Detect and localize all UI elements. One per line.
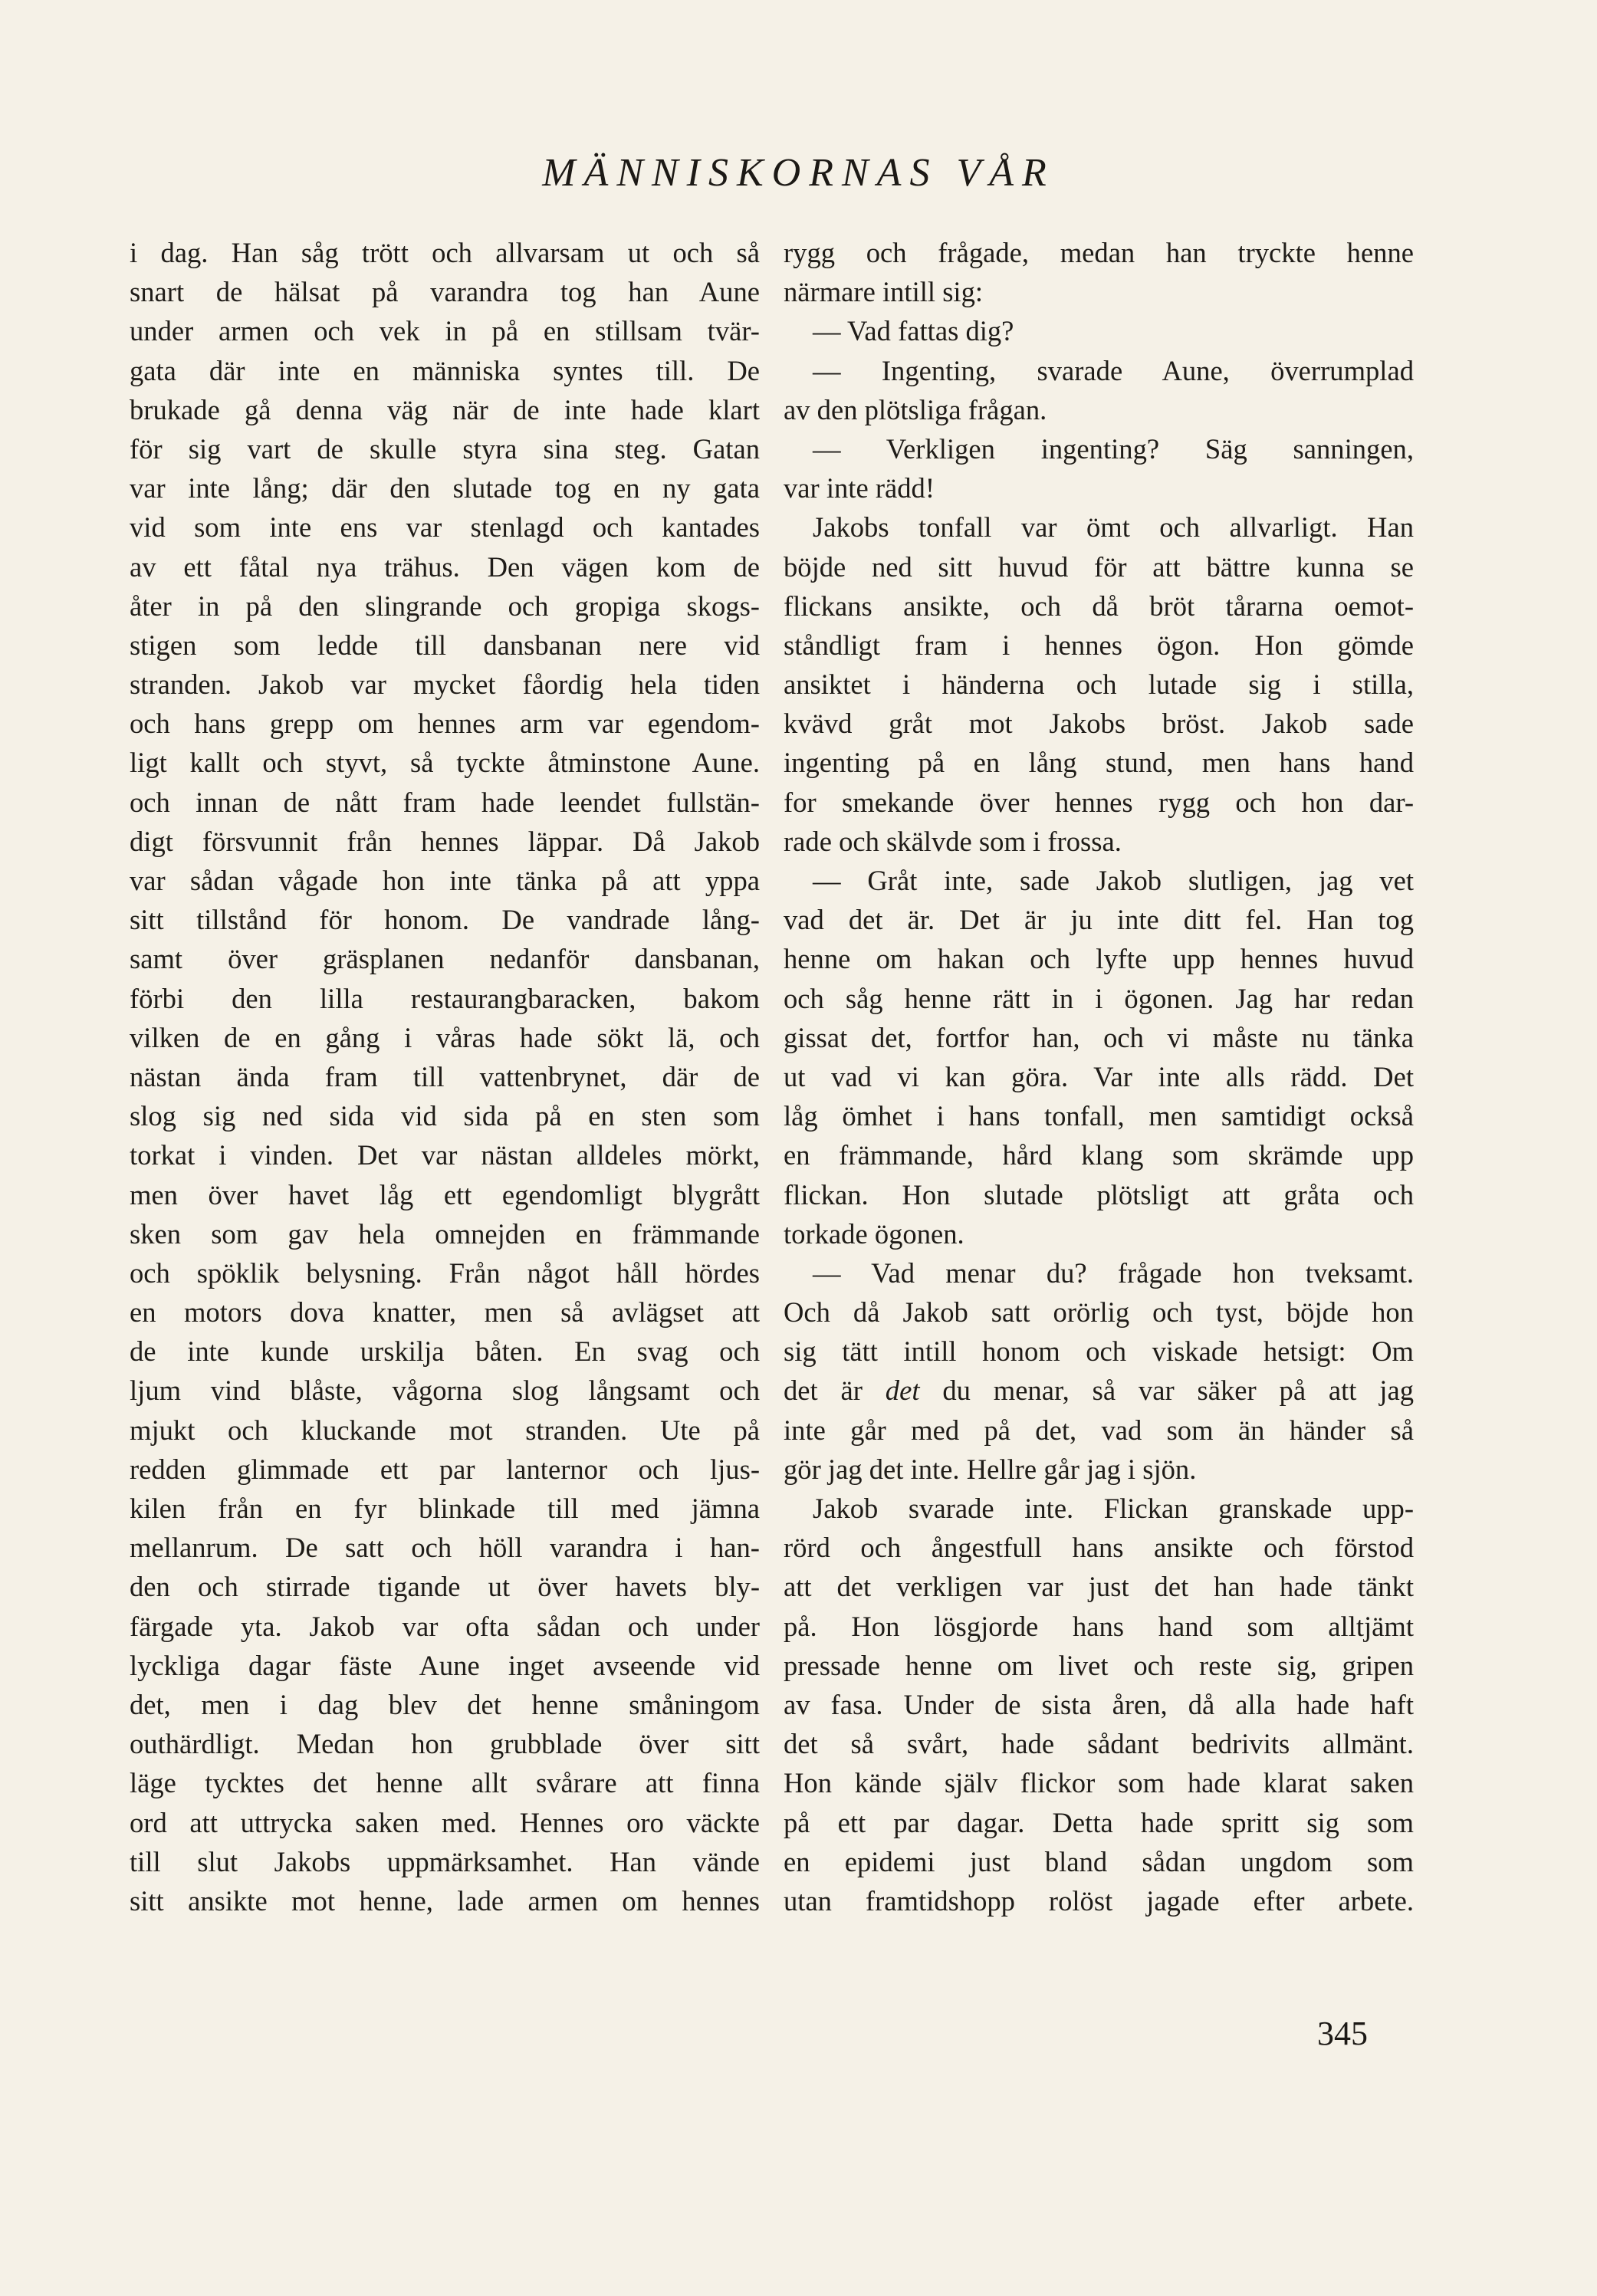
text-line: rörd och ångestfull hans ansikte och förstod	[784, 1532, 1414, 1564]
text-line: åter in på den slingrande och gropiga skogs-	[130, 590, 760, 622]
text-line: en främmande, hård klang som skrämde upp	[784, 1139, 1414, 1171]
text-line: vilken de en gång i våras hade sökt lä, och	[130, 1021, 760, 1053]
text-line: sig tätt intill honom och viskade hetsigt: Om	[784, 1335, 1414, 1368]
running-title: MÄNNISKORNAS VÅR	[542, 151, 1055, 195]
paragraph-start-line: Jakobs tonfall var ömt och allvarligt. Han	[813, 511, 1414, 544]
text-line: samt över gräsplanen nedanför dansbanan,	[130, 943, 760, 975]
dialogue-line: — Vad menar du? frågade hon tveksamt.	[813, 1256, 1414, 1289]
text-line: pressade henne om livet och reste sig, gripen	[784, 1649, 1414, 1681]
text-line: torkade ögonen.	[784, 1217, 964, 1250]
text-line: nästan ända fram till vattenbrynet, där de	[130, 1060, 760, 1092]
text-line: mellanrum. De satt och höll varandra i han-	[130, 1532, 760, 1564]
text-line: rygg och frågade, medan han tryckte henne	[784, 237, 1414, 268]
text-line: de inte kunde urskilja båten. En svag och	[130, 1335, 760, 1368]
emphasized-word: det	[885, 1375, 920, 1407]
text-line: av fasa. Under de sista åren, då alla hade haft	[784, 1688, 1414, 1720]
text-line: digt försvunnit från hennes läppar. Då Jakob	[130, 825, 760, 857]
text-line: slog sig ned sida vid sida på en sten som	[130, 1100, 760, 1132]
text-line: stigen som ledde till dansbanan nere vid	[130, 629, 760, 661]
text-line: läge tycktes det henne allt svårare att finna	[130, 1767, 760, 1799]
text-line: att det verkligen var just det han hade tänkt	[784, 1571, 1414, 1603]
text-line: lyckliga dagar fäste Aune inget avseende vid	[130, 1649, 760, 1681]
text-line: för sig vart de skulle styra sina steg. Gatan	[130, 432, 760, 465]
text-line: och såg henne rätt in i ögonen. Jag har redan	[784, 982, 1414, 1014]
dialogue-line: — Gråt inte, sade Jakob slutligen, jag vet	[813, 865, 1414, 896]
text-line: redden glimmade ett par lanternor och ljus-	[130, 1453, 760, 1485]
text-line: gissat det, fortfor han, och vi måste nu tänka	[784, 1021, 1414, 1053]
text-line: utan framtidshopp rolöst jagade efter arbete.	[784, 1884, 1414, 1917]
text-line: inte går med på det, vad som än händer så	[784, 1414, 1414, 1446]
text-line: var inte lång; där den slutade tog en ny gata	[130, 472, 760, 504]
text-line: torkat i vinden. Det var nästan alldeles mörkt,	[130, 1139, 760, 1171]
text-line: till slut Jakobs uppmärksamhet. Han vände	[130, 1845, 760, 1877]
text-line: ligt kallt och styvt, så tyckte åtminstone Aune.	[130, 747, 760, 779]
text-line: förbi den lilla restaurangbaracken, bakom	[130, 982, 760, 1014]
text-line: flickan. Hon slutade plötsligt att gråta och	[784, 1178, 1414, 1210]
dialogue-line: — Vad fattas dig?	[813, 315, 1014, 347]
text-line: under armen och vek in på en stillsam tvär-	[130, 315, 760, 347]
text-line: Hon kände själv flickor som hade klarat saken	[784, 1767, 1414, 1799]
text-line: böjde ned sitt huvud för att bättre kunna se	[784, 550, 1414, 583]
right-text-column	[784, 233, 1414, 1920]
left-text-column	[130, 233, 760, 1920]
text-line: gata där inte en människa syntes till. De	[130, 354, 760, 386]
dialogue-line: — Verkligen ingenting? Säg sanningen,	[813, 432, 1414, 465]
text-line: gör jag det inte. Hellre går jag i sjön.	[784, 1453, 1197, 1485]
text-line-with-emphasis	[784, 1371, 1414, 1410]
page-number: 345	[1317, 2015, 1368, 2052]
text-line: på. Hon lösgjorde hans hand som alltjämt	[784, 1610, 1414, 1642]
text-line: av ett fåtal nya trähus. Den vägen kom de	[130, 550, 760, 583]
text-line: stranden. Jakob var mycket fåordig hela tiden	[130, 668, 760, 701]
text-line: ljum vind blåste, vågorna slog långsamt och	[130, 1375, 760, 1407]
text-line: i dag. Han såg trött och allvarsam ut och så	[130, 237, 760, 268]
text-line: av den plötsliga frågan.	[784, 393, 1047, 425]
text-line: sitt ansikte mot henne, lade armen om hennes	[130, 1884, 760, 1917]
text-line: ut vad vi kan göra. Var inte alls rädd. Det	[784, 1060, 1414, 1092]
text-line: en motors dova knatter, men så avlägset att	[130, 1296, 760, 1329]
paragraph-start-line: Jakob svarade inte. Flickan granskade upp-	[813, 1493, 1414, 1524]
text-line: närmare intill sig:	[784, 276, 984, 308]
text-line: vid som inte ens var stenlagd och kantades	[130, 511, 760, 544]
text-line: låg ömhet i hans tonfall, men samtidigt också	[784, 1100, 1414, 1132]
text-line: och hans grepp om hennes arm var egendom-	[130, 708, 760, 740]
text-line: ansiktet i händerna och lutade sig i stilla,	[784, 668, 1414, 701]
text-line: var sådan vågade hon inte tänka på att yppa	[130, 865, 760, 896]
text-line: snart de hälsat på varandra tog han Aune	[130, 276, 760, 308]
text-line: och spöklik belysning. Från något håll hördes	[130, 1256, 760, 1289]
text-line: Och då Jakob satt orörlig och tyst, böjde hon	[784, 1296, 1414, 1329]
text-line: flickans ansikte, och då bröt tårarna oemot-	[784, 590, 1414, 622]
text-line: kvävd gråt mot Jakobs bröst. Jakob sade	[784, 708, 1414, 740]
dialogue-line: — Ingenting, svarade Aune, överrumplad	[813, 354, 1414, 386]
text-line: på ett par dagar. Detta hade spritt sig som	[784, 1806, 1414, 1838]
text-line: henne om hakan och lyfte upp hennes huvud	[784, 943, 1414, 975]
text-line: en epidemi just bland sådan ungdom som	[784, 1845, 1414, 1877]
text-line: och innan de nått fram hade leendet fullstän-	[130, 786, 760, 818]
text-line: ingenting på en lång stund, men hans hand	[784, 747, 1414, 779]
text-line: färgade yta. Jakob var ofta sådan och under	[130, 1610, 760, 1642]
text-line: mjukt och kluckande mot stranden. Ute på	[130, 1414, 760, 1446]
text-line: var inte rädd!	[784, 472, 935, 504]
text-line: rade och skälvde som i frossa.	[784, 825, 1122, 857]
text-line: men över havet låg ett egendomligt blygrått	[130, 1178, 760, 1210]
text-line: det så svårt, hade sådant bedrivits allmänt.	[784, 1728, 1414, 1760]
text-line: ståndligt fram i hennes ögon. Hon gömde	[784, 629, 1414, 661]
text-line: brukade gå denna väg när de inte hade klart	[130, 393, 760, 425]
text-line: den och stirrade tigande ut över havets bly-	[130, 1571, 760, 1603]
text-line: sitt tillstånd för honom. De vandrade lång-	[130, 904, 760, 936]
line-rest: du menar, så var säker på att jag	[919, 1375, 1414, 1407]
text-line: kilen från en fyr blinkade till med jämna	[130, 1493, 760, 1524]
text-line: det, men i dag blev det henne småningom	[130, 1688, 760, 1720]
text-line: outhärdligt. Medan hon grubblade över sitt	[130, 1728, 760, 1760]
text-line: ord att uttrycka saken med. Hennes oro väckte	[130, 1806, 760, 1838]
text-line: sken som gav hela omnejden en främmande	[130, 1217, 760, 1250]
line-start: det är	[784, 1375, 886, 1407]
text-line: vad det är. Det är ju inte ditt fel. Han tog	[784, 904, 1414, 936]
text-line: for smekande över hennes rygg och hon dar-	[784, 786, 1414, 818]
